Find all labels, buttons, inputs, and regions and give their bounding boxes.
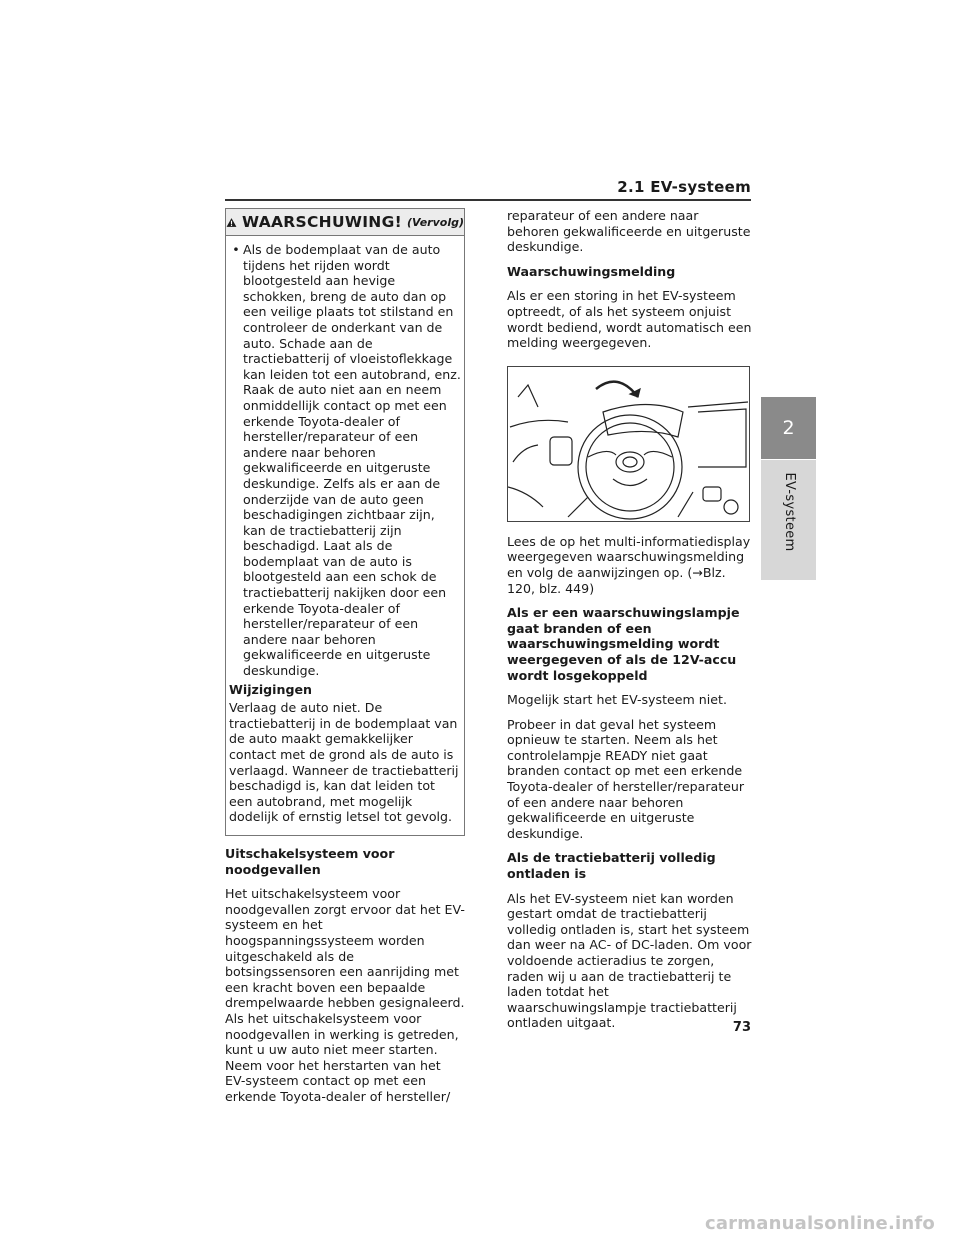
section-header: 2.1 EV-systeem [617, 178, 751, 196]
dashboard-illustration [507, 366, 750, 522]
warning-message-paragraph: Als er een storing in het EV-systeem optreedt, of als het systeem onjuist wordt bediend, wordt automatisch een melding weergegeven. [507, 288, 752, 351]
read-message-paragraph: Lees de op het multi-informatiedisplay weergegeven waarschuwingsmelding en volg de aanwijzingen op. (→Blz. 120, blz. 449) [507, 533, 751, 596]
emergency-shutoff-heading: Uitschakelsysteem voor noodgevallen [225, 845, 395, 877]
warning-subheading: Wijzigingen [229, 681, 312, 697]
warning-title-bar [226, 209, 464, 236]
continuation-text: reparateur of een andere naar behoren gekwalificeerde en uitgeruste deskundige. [507, 208, 751, 255]
right-column [507, 208, 752, 1031]
watermark-text: carmanualsonline.info [704, 1213, 935, 1234]
warning-title: WAARSCHUWING! [242, 213, 402, 231]
warning-message-heading: Waarschuwingsmelding [507, 263, 676, 279]
warning-body [226, 236, 464, 825]
battery-discharged-heading: Als de tractiebatterij volledig ontladen is [507, 850, 716, 882]
warning-triangle-icon [226, 214, 237, 231]
restart-paragraph: Probeer in dat geval het systeem opnieuw te starten. Neem als het controlelampje READY niet gaat branden contact op met een erkende Toyota-dealer of hersteller/reparateur of een andere naar behoren gekwalificeerde en uitgeruste deskundige. [507, 716, 745, 841]
header-divider [225, 199, 751, 201]
chapter-label: EV-systeem [782, 472, 797, 552]
warning-bullet-text: Als de bodemplaat van de auto tijdens het rijden wordt blootgesteld aan hevige schokken, breng de auto dan op een veilige plaats tot stilstand en controleer de onderkant van de auto. Schade aan de tractiebatterij of vloeistoflekkage kan leiden tot een autobrand, enz. Raak de auto niet aan en neem onmiddellijk contact op met een erkende Toyota-dealer of hersteller/reparateur of een andere naar behoren gekwalificeerde en uitgeruste deskundige. Zelfs als er aan de onderzijde van de auto geen beschadigingen zichtbaar zijn, kan de tractiebatterij zijn beschadigd. Laat als de bodemplaat van de auto is blootgesteld aan een schok de tractiebatterij nakijken door een erkende Toyota-dealer of hersteller/reparateur of een andere naar behoren gekwalificeerde en uitgeruste deskundige. [243, 242, 461, 679]
bullet-icon: • [232, 242, 240, 257]
battery-discharged-paragraph: Als het EV-systeem niet kan worden gestart omdat de tractiebatterij volledig ontladen is, start het systeem dan weer na AC- of DC-laden. Om voor voldoende actieradius te zorgen, raden wij u aan de tractiebatterij te laden totdat het waarschuwingslampje tractiebatterij ontladen uitgaat. [507, 890, 752, 1031]
warning-light-heading: Als er een waarschuwingslampje gaat branden of een waarschuwingsmelding wordt weergegeven of als de 12V-accu wordt losgekoppeld [507, 605, 740, 683]
warning-subtext: Verlaag de auto niet. De tractiebatterij in de bodemplaat van de auto maakt gemakkelijker contact met de grond als de auto is verlaagd. Wanneer de tractiebatterij beschadigd is, kan dat leiden tot een autobrand, met mogelijk dodelijk of ernstig letsel tot gevolg. [229, 700, 459, 825]
warning-bullet [229, 242, 461, 679]
may-not-start-paragraph: Mogelijk start het EV-systeem niet. [507, 692, 727, 708]
chapter-number-tab[interactable]: 2 [761, 397, 816, 459]
page-number: 73 [732, 1020, 751, 1035]
left-column [225, 208, 465, 1104]
emergency-shutoff-paragraph: Het uitschakelsysteem voor noodgevallen zorgt ervoor dat het EV-systeem en het hoogspanningssysteem worden uitgeschakeld als de botsingssensoren een aanrijding met een kracht boven een bepaalde drempelwaarde hebben gesignaleerd. Als het uitschakelsysteem voor noodgevallen in werking is getreden, kunt u uw auto niet meer starten. Neem voor het herstarten van het EV-systeem contact op met een erkende Toyota-dealer of hersteller/ [225, 886, 465, 1104]
warning-box [225, 208, 465, 836]
warning-continued: (Vervolg) [406, 215, 464, 229]
